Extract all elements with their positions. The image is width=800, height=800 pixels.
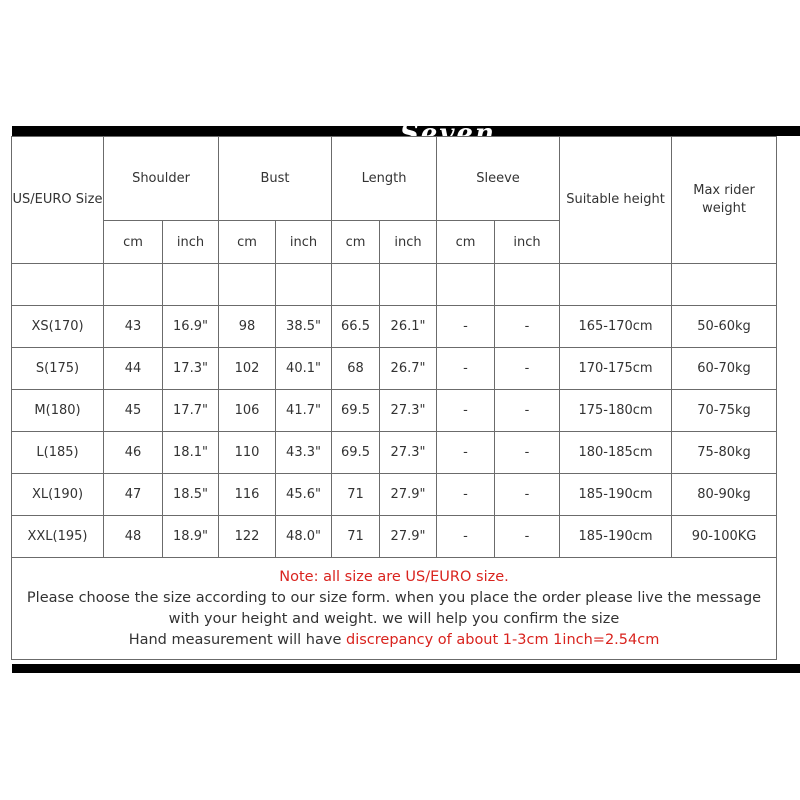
table-cell: 110 <box>219 432 276 474</box>
unit-cell: inch <box>495 221 560 264</box>
empty-cell <box>104 264 163 306</box>
table-cell: 185-190cm <box>560 474 672 516</box>
table-row <box>12 390 777 432</box>
table-cell: - <box>437 516 495 558</box>
table-cell: - <box>437 306 495 348</box>
measurement-prefix: Hand measurement will have <box>128 631 346 648</box>
table-cell: 17.7" <box>163 390 219 432</box>
table-cell: 16.9" <box>163 306 219 348</box>
empty-cell <box>672 264 777 306</box>
table-cell: 26.7" <box>380 348 437 390</box>
table-cell: 175-180cm <box>560 390 672 432</box>
table-cell: 116 <box>219 474 276 516</box>
table-row <box>12 474 777 516</box>
table-cell: 90-100KG <box>672 516 777 558</box>
table-cell: 70-75kg <box>672 390 777 432</box>
table-cell: 18.1" <box>163 432 219 474</box>
notes-cell <box>12 558 777 660</box>
size-label-cell: L(185) <box>12 432 104 474</box>
table-cell: 27.9" <box>380 516 437 558</box>
brand-watermark: Seven 509 <box>400 119 496 189</box>
table-cell: 98 <box>219 306 276 348</box>
table-cell: 18.9" <box>163 516 219 558</box>
table-cell: 69.5 <box>332 432 380 474</box>
table-cell: 185-190cm <box>560 516 672 558</box>
table-cell: - <box>495 306 560 348</box>
size-label-cell: XL(190) <box>12 474 104 516</box>
empty-cell <box>332 264 380 306</box>
table-cell: 71 <box>332 516 380 558</box>
empty-cell <box>163 264 219 306</box>
table-cell: 102 <box>219 348 276 390</box>
table-cell: 48 <box>104 516 163 558</box>
table-cell: 170-175cm <box>560 348 672 390</box>
empty-cell <box>437 264 495 306</box>
unit-cell: cm <box>332 221 380 264</box>
table-cell: 71 <box>332 474 380 516</box>
table-cell: 68 <box>332 348 380 390</box>
table-cell: 45.6" <box>276 474 332 516</box>
empty-cell <box>219 264 276 306</box>
unit-cell: inch <box>380 221 437 264</box>
table-cell: 75-80kg <box>672 432 777 474</box>
table-row <box>12 432 777 474</box>
table-cell: - <box>437 432 495 474</box>
table-cell: 46 <box>104 432 163 474</box>
table-cell: 122 <box>219 516 276 558</box>
max-rider-weight-header: Max rider weight <box>672 137 777 264</box>
empty-cell <box>380 264 437 306</box>
table-row <box>12 348 777 390</box>
size-label-cell: M(180) <box>12 390 104 432</box>
table-cell: - <box>437 390 495 432</box>
unit-cell: inch <box>163 221 219 264</box>
empty-cell <box>276 264 332 306</box>
shoulder-header: Shoulder <box>104 137 219 221</box>
unit-cell: cm <box>104 221 163 264</box>
unit-cell: inch <box>276 221 332 264</box>
size-column-header: US/EURO Size <box>12 137 104 264</box>
table-row <box>12 516 777 558</box>
table-row <box>12 306 777 348</box>
sleeve-header: Sleeve <box>437 137 560 221</box>
bottom-black-bar <box>12 664 800 673</box>
table-cell: - <box>495 348 560 390</box>
table-cell: 27.3" <box>380 390 437 432</box>
unit-cell: cm <box>437 221 495 264</box>
empty-cell <box>560 264 672 306</box>
table-cell: 106 <box>219 390 276 432</box>
unit-cell: cm <box>219 221 276 264</box>
table-cell: 50-60kg <box>672 306 777 348</box>
size-label-cell: XS(170) <box>12 306 104 348</box>
table-cell: 40.1" <box>276 348 332 390</box>
table-cell: 80-90kg <box>672 474 777 516</box>
size-label-cell: S(175) <box>12 348 104 390</box>
table-cell: 18.5" <box>163 474 219 516</box>
table-cell: 44 <box>104 348 163 390</box>
measurement-discrepancy: discrepancy of about 1-3cm 1inch=2.54cm <box>346 631 660 648</box>
table-cell: - <box>495 516 560 558</box>
table-cell: - <box>495 390 560 432</box>
table-cell: 180-185cm <box>560 432 672 474</box>
table-cell: 27.3" <box>380 432 437 474</box>
suitable-height-header: Suitable height <box>560 137 672 264</box>
table-header-row <box>12 137 777 221</box>
table-cell: - <box>495 432 560 474</box>
table-cell: 66.5 <box>332 306 380 348</box>
notes-row <box>12 558 777 660</box>
size-chart-table <box>11 136 777 660</box>
table-cell: - <box>495 474 560 516</box>
blank-row <box>12 264 777 306</box>
empty-cell <box>495 264 560 306</box>
size-note: Note: all size are US/EURO size. <box>279 568 509 585</box>
table-cell: - <box>437 348 495 390</box>
table-cell: 27.9" <box>380 474 437 516</box>
table-cell: - <box>437 474 495 516</box>
table-cell: 26.1" <box>380 306 437 348</box>
bust-header: Bust <box>219 137 332 221</box>
table-cell: 45 <box>104 390 163 432</box>
empty-cell <box>12 264 104 306</box>
table-cell: 47 <box>104 474 163 516</box>
size-instruction: Please choose the size according to our size form. when you place the order please live the message with your height and weight. we will help you confirm the size <box>26 589 762 627</box>
measurement-note <box>18 630 770 651</box>
size-label-cell: XXL(195) <box>12 516 104 558</box>
table-cell: 41.7" <box>276 390 332 432</box>
table-cell: 17.3" <box>163 348 219 390</box>
table-cell: 69.5 <box>332 390 380 432</box>
table-cell: 48.0" <box>276 516 332 558</box>
table-cell: 38.5" <box>276 306 332 348</box>
length-header: Length <box>332 137 437 221</box>
table-cell: 60-70kg <box>672 348 777 390</box>
table-cell: 43 <box>104 306 163 348</box>
table-cell: 165-170cm <box>560 306 672 348</box>
table-cell: 43.3" <box>276 432 332 474</box>
